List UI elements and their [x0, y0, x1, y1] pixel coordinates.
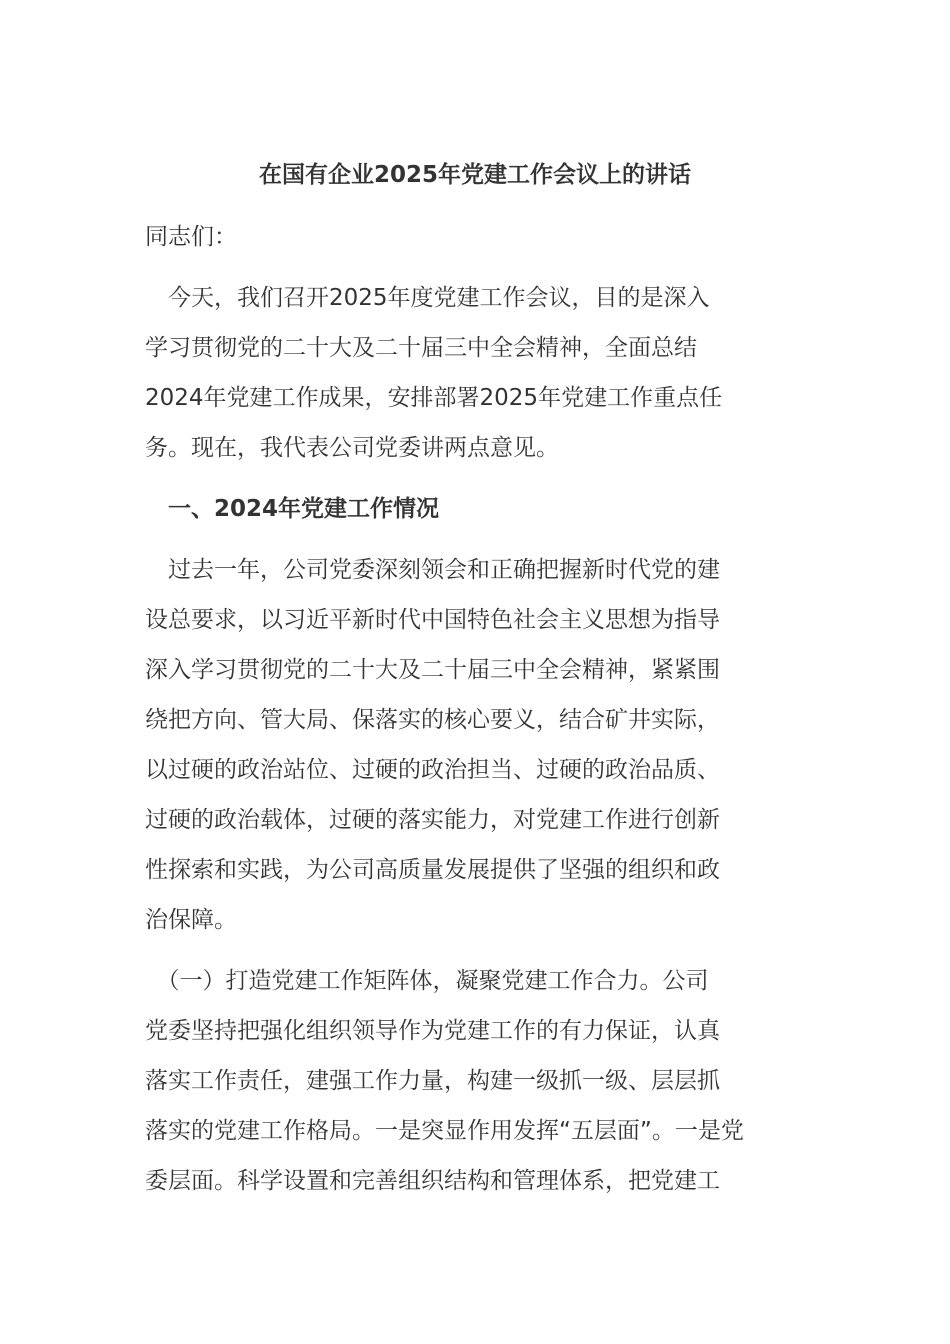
document-title: 在国有企业2025年党建工作会议上的讲话: [258, 162, 691, 188]
paragraph-line: 落实的党建工作格局。一是突显作用发挥“五层面”。一是党: [145, 1118, 744, 1144]
paragraph-line: 委层面。科学设置和完善组织结构和管理体系，把党建工: [145, 1168, 720, 1194]
paragraph-line: 绕把方向、管大局、保落实的核心要义，结合矿井实际，: [145, 707, 720, 733]
paragraph-line: 务。现在，我代表公司党委讲两点意见。: [145, 435, 559, 461]
paragraph-line: 落实工作责任，建强工作力量，构建一级抓一级、层层抓: [145, 1068, 720, 1094]
paragraph-line: 2024年党建工作成果，安排部署2025年党建工作重点任: [145, 385, 723, 411]
section-heading: 一、2024年党建工作情况: [145, 496, 440, 522]
paragraph-line: 以过硬的政治站位、过硬的政治担当、过硬的政治品质、: [145, 757, 720, 783]
paragraph-line: （一）打造党建工作矩阵体，凝聚党建工作合力。公司: [145, 968, 709, 994]
paragraph-line: 过硬的政治载体，过硬的落实能力，对党建工作进行创新: [145, 807, 720, 833]
paragraph-line: 设总要求，以习近平新时代中国特色社会主义思想为指导: [145, 607, 720, 633]
paragraph-line: 治保障。: [145, 907, 237, 933]
paragraph-line: 性探索和实践，为公司高质量发展提供了坚强的组织和政: [145, 857, 720, 883]
salutation: 同志们：: [145, 224, 237, 250]
paragraph-line: 过去一年，公司党委深刻领会和正确把握新时代党的建: [145, 557, 720, 583]
paragraph-line: 今天，我们召开2025年度党建工作会议，目的是深入: [145, 285, 710, 311]
paragraph-line: 党委坚持把强化组织领导作为党建工作的有力保证，认真: [145, 1018, 720, 1044]
paragraph-line: 深入学习贯彻党的二十大及二十届三中全会精神，紧紧围: [145, 657, 720, 683]
paragraph-line: 学习贯彻党的二十大及二十届三中全会精神，全面总结: [145, 335, 697, 361]
